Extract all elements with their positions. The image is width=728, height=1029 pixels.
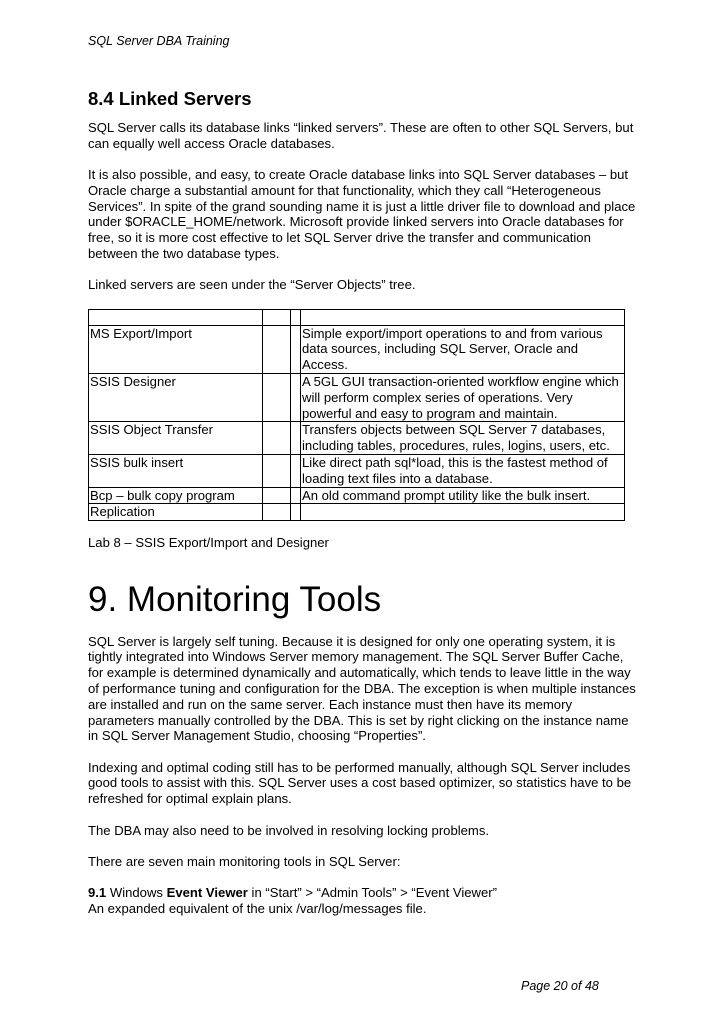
paragraph: Linked servers are seen under the “Server Objects” tree. [88,277,416,293]
section-heading-linked-servers: 8.4 Linked Servers [88,88,252,109]
paragraph: The DBA may also need to be involved in resolving locking problems. [88,822,490,838]
tool-name-cell: SSIS Object Transfer [89,422,263,455]
event-viewer-label: Event Viewer [166,885,248,901]
tool-description-cell: Simple export/import operations to and from various data sources, including SQL Server, Oracle and Access. [301,325,625,373]
paragraph: SQL Server calls its database links “linked servers”. These are often to other SQL Servers, but can equally well access Oracle databases. [88,120,634,151]
lab-reference: Lab 8 – SSIS Export/Import and Designer [88,535,329,551]
table-row [89,455,625,488]
page-header: SQL Server DBA Training [88,34,230,48]
paragraph: There are seven main monitoring tools in SQL Server: [88,853,401,869]
tool-name-cell: SSIS bulk insert [89,455,263,488]
table-row [89,325,625,373]
tool-description-cell: An old command prompt utility like the bulk insert. [301,487,625,504]
tool-description-cell: Like direct path sql*load, this is the fastest method of loading text files into a database. [301,455,625,488]
table-row [89,504,625,521]
chapter-heading-monitoring-tools: 9. Monitoring Tools [88,580,382,620]
tool-description-cell: Transfers objects between SQL Server 7 databases, including tables, procedures, rules, logins, users, etc. [301,422,625,455]
tool-name-cell: Bcp – bulk copy program [89,487,263,504]
paragraph: Indexing and optimal coding still has to be performed manually, although SQL Server includes good tools to assist with this. SQL Server uses a cost based optimizer, so statistics have to be refreshed for optimal explain plans. [88,759,632,807]
table-row [89,422,625,455]
tool-description-cell: A 5GL GUI transaction-oriented workflow engine which will perform complex series of operations. Very powerful and easy to program and maintain. [301,374,625,422]
linked-servers-table [88,309,625,522]
paragraph: It is also possible, and easy, to create Oracle database links into SQL Server databases – but Oracle charge a substantial amount for that functionality, which they call “Heterogeneous Services”. In spite of the grand sounding name it is just a little driver file to download and place under $ORACLE_HOME/network. Microsoft provide linked servers into Oracle databases for free, so it is more cost effective to let SQL Server drive the transfer and communication between the two database types. [88,167,636,262]
tool-name-cell: Replication [89,504,263,521]
page-number: Page 20 of 48 [521,979,599,993]
paragraph: SQL Server is largely self tuning. Because it is designed for only one operating system, it is tightly integrated into Windows Server memory management. The SQL Server Buffer Cache, for example is determined dynamically and automatically, which tends to leave little in the way of performance tuning and configuration for the DBA. The exception is when multiple instances are installed and run on the same server. Each instance must then have its memory parameters manually controlled by the DBA. This is set by right clicking on the instance name in SQL Server Management Studio, choosing “Properties”. [88,633,636,744]
tool-description-cell [301,504,625,521]
tool-name-cell: MS Export/Import [89,325,263,373]
item-number: 9.1 [88,885,107,901]
document-body [88,88,636,932]
table-row [89,309,625,325]
table-row [89,487,625,504]
event-viewer-item: 9.1 Windows Event Viewer in “Start” > “Admin Tools” > “Event Viewer” An expanded equivalent of the unix /var/log/messages file. [88,885,498,916]
tool-name-cell: SSIS Designer [89,374,263,422]
table-row [89,374,625,422]
